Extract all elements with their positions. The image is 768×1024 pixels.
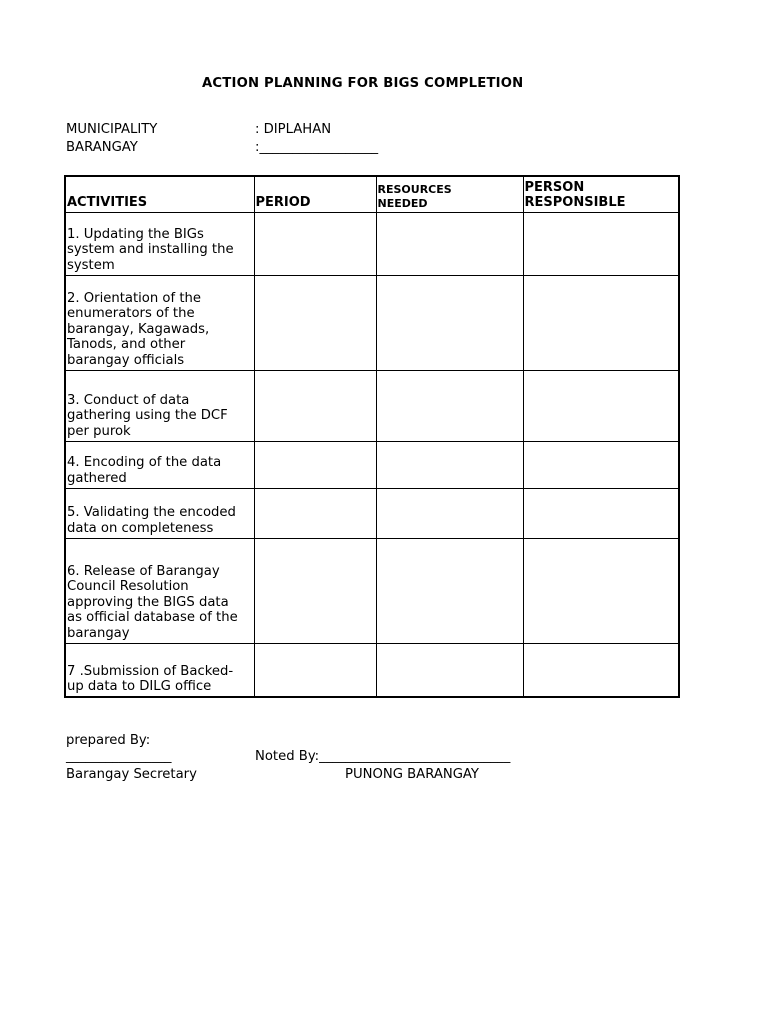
activity-cell: 7 .Submission of Backed- up data to DILG office bbox=[65, 643, 254, 697]
resources-cell bbox=[376, 370, 523, 441]
resources-cell bbox=[376, 538, 523, 643]
table-row bbox=[65, 538, 679, 643]
person-cell bbox=[523, 538, 679, 643]
barangay-value: :__________________ bbox=[255, 140, 379, 155]
action-plan-table bbox=[64, 175, 680, 698]
barangay-secretary-label: Barangay Secretary bbox=[66, 767, 197, 782]
period-cell bbox=[254, 212, 376, 275]
column-header-person: PERSON RESPONSIBLE bbox=[523, 176, 679, 212]
resources-cell bbox=[376, 212, 523, 275]
person-cell bbox=[523, 488, 679, 538]
activity-cell: 4. Encoding of the data gathered bbox=[65, 441, 254, 488]
period-cell bbox=[254, 538, 376, 643]
period-cell bbox=[254, 370, 376, 441]
prepared-signature-line: ________________ bbox=[66, 749, 172, 764]
period-cell bbox=[254, 275, 376, 370]
activity-cell: 6. Release of Barangay Council Resolution approving the BIGS data as official database of the barangay bbox=[65, 538, 254, 643]
activity-cell: 3. Conduct of data gathering using the DCF per purok bbox=[65, 370, 254, 441]
column-header-period: PERIOD bbox=[254, 176, 376, 212]
activity-cell: 5. Validating the encoded data on completeness bbox=[65, 488, 254, 538]
column-header-activities: ACTIVITIES bbox=[65, 176, 254, 212]
resources-cell bbox=[376, 275, 523, 370]
period-cell bbox=[254, 643, 376, 697]
resources-cell bbox=[376, 441, 523, 488]
resources-cell bbox=[376, 488, 523, 538]
period-cell bbox=[254, 488, 376, 538]
table-row bbox=[65, 488, 679, 538]
table-row bbox=[65, 441, 679, 488]
resources-cell bbox=[376, 643, 523, 697]
document-title: ACTION PLANNING FOR BIGS COMPLETION bbox=[202, 76, 524, 91]
municipality-label: MUNICIPALITY bbox=[66, 122, 158, 137]
table-row bbox=[65, 370, 679, 441]
person-cell bbox=[523, 643, 679, 697]
person-cell bbox=[523, 441, 679, 488]
table-row bbox=[65, 212, 679, 275]
activity-cell: 2. Orientation of the enumerators of the barangay, Kagawads, Tanods, and other barangay officials bbox=[65, 275, 254, 370]
activity-cell: 1. Updating the BIGs system and installing the system bbox=[65, 212, 254, 275]
person-cell bbox=[523, 212, 679, 275]
barangay-label: BARANGAY bbox=[66, 140, 138, 155]
person-cell bbox=[523, 370, 679, 441]
prepared-by-label: prepared By: bbox=[66, 733, 151, 748]
table-row bbox=[65, 275, 679, 370]
period-cell bbox=[254, 441, 376, 488]
person-cell bbox=[523, 275, 679, 370]
column-header-resources: RESOURCES NEEDED bbox=[376, 176, 523, 212]
table-row bbox=[65, 643, 679, 697]
noted-by-label: Noted By:_____________________________ bbox=[255, 749, 511, 764]
punong-barangay-label: PUNONG BARANGAY bbox=[345, 767, 479, 782]
municipality-value: : DIPLAHAN bbox=[255, 122, 332, 137]
